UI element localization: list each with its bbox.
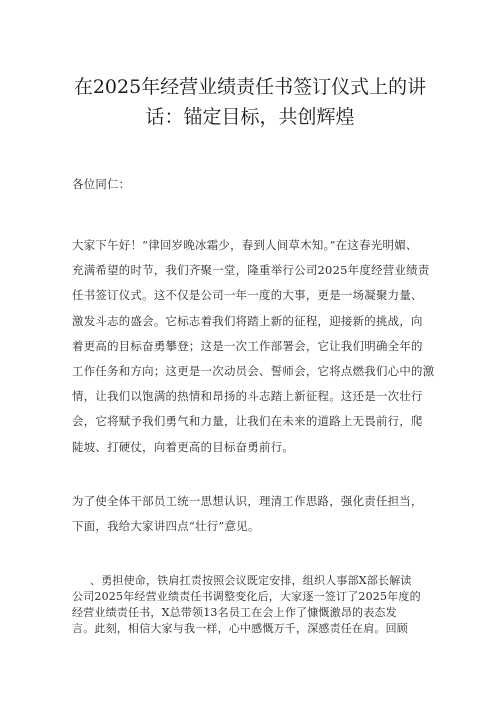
- text-line: 陡坡、打硬仗，向着更高的目标奋勇前行。: [72, 439, 295, 454]
- greeting: 各位同仁：: [72, 177, 131, 191]
- text-line: 公司2025年经营业绩责任书调整变化后，大家逐一签订了2025年度的: [72, 590, 421, 603]
- paragraph-opening: [72, 233, 434, 460]
- document-title: [60, 72, 440, 132]
- text-line: 大家下午好！“律回岁晚冰霜少，春到人间草木知。”在这春光明媚、: [72, 238, 418, 252]
- text-line: 言。此刻，相信大家与我一样，心中感慨万千，深感责任在肩。回顾: [72, 622, 408, 635]
- paragraph-section-one: [72, 573, 434, 637]
- text-line: 着更高的目标奋勇攀登；这是一次工作部署会，它让我们明确全年的: [72, 338, 423, 353]
- text-line: 、勇担使命，铁肩扛责按照会议既定安排，组织人事部X部长解读: [90, 574, 412, 587]
- text-line: 任书签订仪式。这不仅是公司一年一度的大事，更是一场凝聚力量、: [72, 288, 423, 303]
- title-line: 话：锚定目标，共创辉煌: [145, 106, 355, 128]
- text-line: 激发斗志的盛会。它标志着我们将踏上新的征程，迎接新的挑战，向: [72, 313, 423, 328]
- text-line: 为了使全体干部员工统一思想认识，理清工作思路，强化责任担当，: [72, 494, 423, 508]
- text-line: 工作任务和方向；这更是一次动员会、誓师会，它将点燃我们心中的激: [72, 364, 435, 379]
- text-line: 经营业绩责任书，X总带领13名员工在会上作了慷慨激昂的表态发: [72, 606, 397, 619]
- text-line: 下面，我给大家讲四点“壮行”意见。: [72, 519, 260, 533]
- title-line: 在2025年经营业绩责任书签订仪式上的讲: [73, 76, 427, 98]
- text-line: 充满希望的时节，我们齐聚一堂，隆重举行公司2025年度经营业绩责: [72, 263, 430, 278]
- text-line: 情，让我们以饱满的热情和昂扬的斗志踏上新征程。这还是一次壮行: [72, 389, 423, 404]
- text-line: 会，它将赋予我们勇气和力量，让我们在未来的道路上无畏前行，爬: [72, 414, 423, 429]
- paragraph-intro-points: [72, 489, 434, 539]
